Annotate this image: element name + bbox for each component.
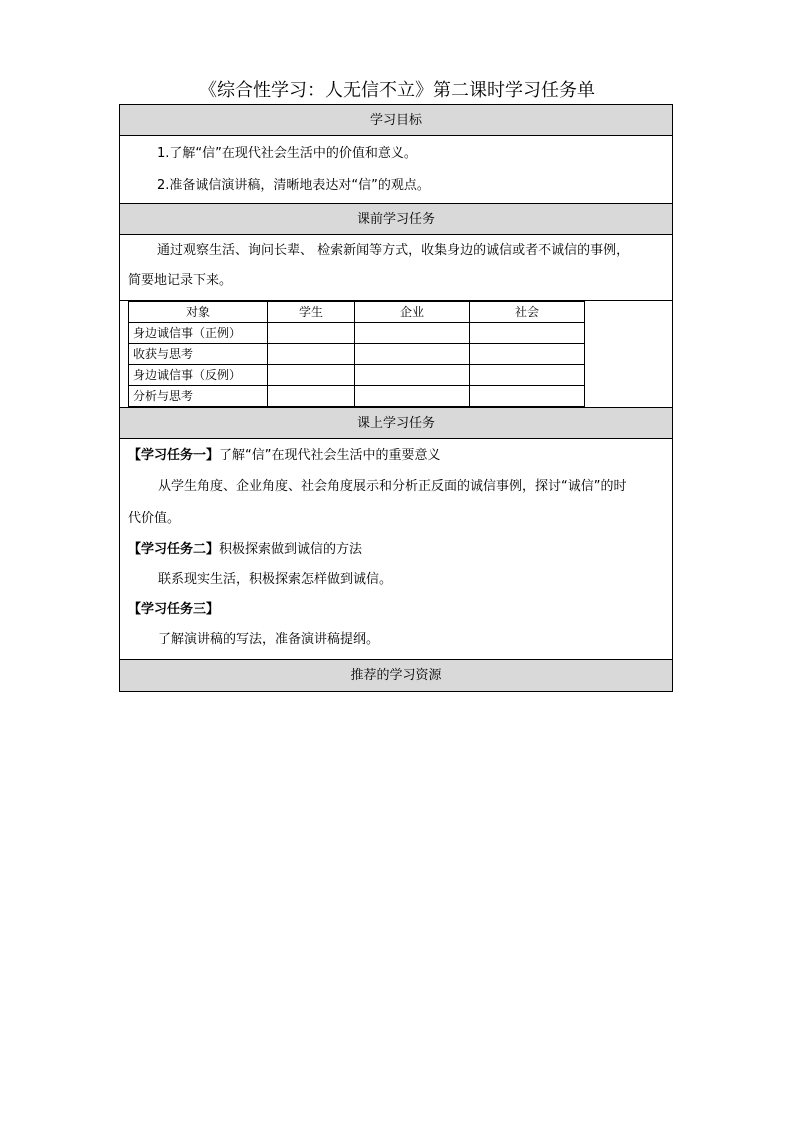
table-cell[interactable] xyxy=(470,344,585,365)
goal-item: 1.了解“信”在现代社会生活中的价值和意义。 xyxy=(157,146,417,161)
task-two-title: 积极探索做到诚信的方法 xyxy=(219,542,363,557)
task-one-body xyxy=(128,471,664,535)
table-row xyxy=(129,323,585,344)
page-title: 《综合性学习：人无信不立》第二课时学习任务单 xyxy=(199,80,595,101)
column-header-society: 社会 xyxy=(470,302,585,323)
task-sheet xyxy=(119,104,673,692)
record-table-area xyxy=(120,301,672,408)
table-header-row xyxy=(129,302,585,323)
task-two-heading xyxy=(128,535,664,565)
section-header-in-class: 课上学习任务 xyxy=(120,408,672,439)
task-one-label: 【学习任务一】 xyxy=(128,448,220,463)
task-one-heading xyxy=(128,441,664,471)
column-header-object: 对象 xyxy=(129,302,268,323)
task-two-body: 联系现实生活，积极探索怎样做到诚信。 xyxy=(158,572,393,587)
table-cell[interactable] xyxy=(355,386,470,407)
task-one-body-line: 从学生角度、企业角度、社会角度展示和分析正反面的诚信事例，探讨“诚信”的时 xyxy=(158,479,627,494)
table-cell[interactable] xyxy=(268,344,355,365)
section-header-goals: 学习目标 xyxy=(120,105,672,136)
record-table xyxy=(128,301,585,407)
in-class-tasks xyxy=(120,439,672,660)
table-row xyxy=(129,344,585,365)
table-cell[interactable] xyxy=(355,365,470,386)
table-cell[interactable] xyxy=(470,365,585,386)
pre-class-text-line: 简要地记录下来。 xyxy=(128,273,233,288)
table-cell[interactable] xyxy=(268,365,355,386)
table-row xyxy=(129,386,585,407)
table-cell[interactable] xyxy=(355,323,470,344)
row-label: 身边诚信事（反例） xyxy=(129,365,268,386)
column-header-enterprise: 企业 xyxy=(355,302,470,323)
row-label: 身边诚信事（正例） xyxy=(129,323,268,344)
table-cell[interactable] xyxy=(470,386,585,407)
table-cell[interactable] xyxy=(470,323,585,344)
row-label: 分析与思考 xyxy=(129,386,268,407)
table-cell[interactable] xyxy=(268,323,355,344)
table-row xyxy=(129,365,585,386)
row-label: 收获与思考 xyxy=(129,344,268,365)
goal-item: 2.准备诚信演讲稿，清晰地表达对“信”的观点。 xyxy=(157,178,430,193)
section-header-pre-class: 课前学习任务 xyxy=(120,204,672,235)
goals-section xyxy=(120,136,672,204)
table-cell[interactable] xyxy=(268,386,355,407)
pre-class-instructions xyxy=(120,235,672,301)
table-cell[interactable] xyxy=(355,344,470,365)
section-header-resources: 推荐的学习资源 xyxy=(120,660,672,691)
column-header-student: 学生 xyxy=(268,302,355,323)
task-two-label: 【学习任务二】 xyxy=(128,542,220,557)
task-three-label: 【学习任务三】 xyxy=(128,602,220,617)
task-three-heading xyxy=(128,595,664,625)
pre-class-text-line: 通过观察生活、询问长辈、 检索新闻等方式，收集身边的诚信或者不诚信的事例， xyxy=(157,243,630,258)
task-one-title: 了解“信”在现代社会生活中的重要意义 xyxy=(219,448,441,463)
task-one-body-line: 代价值。 xyxy=(128,511,181,526)
task-three-body: 了解演讲稿的写法，准备演讲稿提纲。 xyxy=(158,632,380,647)
